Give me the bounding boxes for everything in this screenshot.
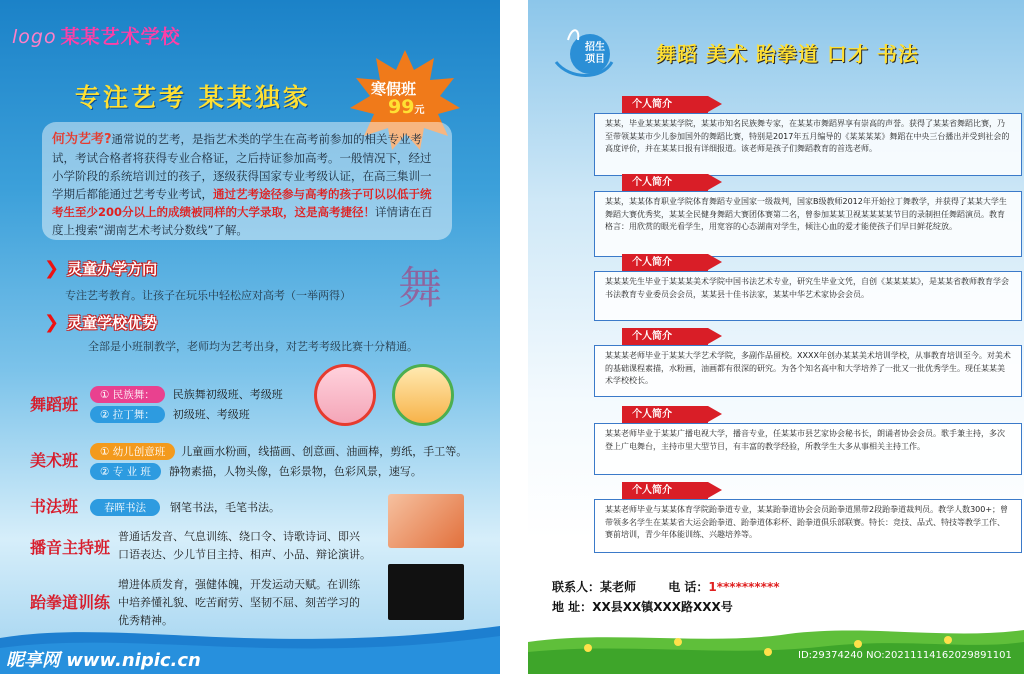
intro-panel — [42, 122, 452, 240]
desc-taekwondo-1: 增进体质发育，强健体魄，开发运动天赋。在训练 — [118, 578, 360, 591]
profile-head: 个人简介 — [622, 96, 708, 113]
desc-kids-creative: 儿童画水粉画，线描画、创意画、油画棒，剪纸，手工等。 — [181, 445, 468, 458]
class-art-title: 美术班 — [30, 451, 79, 470]
section-advantage-label: 灵童学校优势 — [67, 314, 158, 332]
class-calligraphy-row — [90, 496, 280, 516]
phone-label: 电 话： — [668, 580, 709, 594]
tag-spring-calligraphy: 春晖书法 — [90, 499, 160, 516]
chevron-right-icon: ❯ — [44, 312, 60, 333]
section-direction-title — [44, 258, 157, 279]
desc-taekwondo-2: 中培养懂礼貌、吃苦耐劳、坚韧不屈、刻苦学习的 — [118, 596, 360, 609]
desc-ethnic-dance: 民族舞初级班、考级班 — [172, 388, 283, 401]
intro-text-red: 通过艺考途径参与高考的孩子可以以低于统考生至少200分以上的成绩被同样的大学录取，这是高考捷径！ — [52, 187, 432, 219]
desc-taekwondo-3: 优秀精神。 — [118, 614, 173, 627]
tag-professional: ② 专 业 班 — [90, 463, 161, 480]
address-label: 地 址： — [552, 600, 593, 614]
section-direction-label: 灵童办学方向 — [67, 260, 158, 278]
class-dance-row-2 — [90, 403, 250, 423]
right-flyer-page — [528, 0, 1024, 674]
price-value — [388, 96, 424, 118]
main-slogan: 专注艺考 某某独家 — [75, 83, 311, 112]
desc-latin-dance: 初级班、考级班 — [172, 408, 250, 421]
profile-head: 个人简介 — [622, 328, 708, 345]
ballet-photo — [314, 364, 376, 426]
profile-text: 某某老师毕业于某某广播电视大学，播音专业，任某某市县艺家协会秘书长，朗诵者协会会员。歌手兼主持，多次登上广电舞台，主持市里大型节目，有丰富的教学经验，所教学生大多从事相关主持工作。 — [594, 423, 1022, 475]
winter-class-label: 寒假班 — [371, 80, 417, 98]
profile-text: 某某某老师毕业于某某大学艺术学院，多副作品留校。XXXX年创办某某美术培训学校，从事教育培训至今。对美术的基础课程素描，水粉画，油画都有很深的研究。为各个知名高中和大学培养了一批又一批优秀学生。现任某某美术学校校长。 — [594, 345, 1022, 397]
profile-head: 个人简介 — [622, 406, 708, 423]
class-taekwondo-title: 跆拳道训练 — [30, 593, 111, 612]
profile-block-1 — [594, 96, 1022, 176]
price-unit: 元 — [414, 105, 425, 116]
profile-text: 某某，某某体育职业学院体育舞蹈专业国家一级裁判，国家B级教师2012年开始拉丁舞教学，并获得了某某大学生舞蹈大赛优秀奖，某某全民健身舞蹈大赛团体赛第二名，曾参加某某卫视某某某某节目的录制担任舞蹈演员。教育格言：用欣赏的眼光看学生，用宽容的心态湖南对学生，倾注心血的爱才能使孩子们早日鲜花绽放。 — [594, 191, 1022, 257]
profile-text: 某某某先生毕业于某某某美术学院中国书法艺术专业，研究生毕业文凭，自创《某某某某》，是某某省教师教育学会书法教育专业委员会会员，某某县十佳书法家，某某中华艺术家协会会员。 — [594, 271, 1022, 321]
profile-block-3 — [594, 254, 1022, 321]
intro-text-2: 详情请在百度上搜索“湖南艺术考试分数线”了解。 — [52, 205, 433, 237]
enrollment-seal-text: 招生项目 — [585, 42, 605, 65]
profile-head: 个人简介 — [622, 174, 708, 191]
contact-line — [552, 578, 780, 595]
school-name: 某某艺术学校 — [60, 26, 181, 48]
phone-number: 1********** — [708, 580, 780, 594]
taekwondo-photo — [388, 564, 464, 620]
class-broadcast-title: 播音主持班 — [30, 538, 111, 557]
desc-calligraphy: 钢笔书法，毛笔书法。 — [170, 501, 280, 514]
chevron-right-icon: ❯ — [44, 258, 60, 279]
intro-text-1: 通常说的艺考，是指艺术类的学生在高考前参加的相关专业考试，考试合格者将获得专业合格证，之后持证参加高考。一般情况下，经过小学阶段的系统培训过的孩子，逐级获得国家专业考级认证，在高三集训一学期后都能通过艺考专业考试， — [52, 132, 432, 201]
desc-professional: 静物素描，人物头像，色彩景物，色彩风景，速写。 — [168, 465, 422, 478]
desc-broadcast-1: 普通话发音、气息训练、绕口令、诗歌诗词、即兴 — [118, 530, 360, 543]
address-value: XX县XX镇XXX路XXX号 — [592, 600, 733, 614]
contact-name: 某老师 — [600, 580, 637, 594]
section-advantage-text: 全部是小班制教学，老师均为艺考出身，对艺考考级比赛十分精通。 — [88, 340, 418, 353]
profile-block-5 — [594, 406, 1022, 475]
class-dance-row-1 — [90, 383, 283, 403]
profile-head: 个人简介 — [622, 482, 708, 499]
tag-kids-creative: ① 幼儿创意班 — [90, 443, 175, 460]
kids-photo — [388, 494, 464, 548]
section-advantage-title — [44, 312, 157, 333]
class-art-row-1 — [90, 440, 467, 460]
profile-block-6 — [594, 482, 1022, 553]
image-id-watermark: ID:29374240 NO:20211114162029891101 — [798, 650, 1012, 661]
class-dance-title: 舞蹈班 — [30, 395, 79, 414]
price-number: 99 — [388, 96, 415, 118]
school-logo — [12, 22, 181, 49]
tag-ethnic-dance: ① 民族舞： — [90, 386, 165, 403]
contact-label: 联系人： — [552, 580, 601, 594]
class-art-row-2 — [90, 460, 422, 480]
profile-head: 个人简介 — [622, 254, 708, 271]
profile-text: 某某老师毕业与某某体育学院跆拳道专业，某某跆拳道协会会员跆拳道黑带2段跆拳道裁判员。教学人数300+；曾带领多名学生在某某省大运会跆拳道、跆拳道体彩杯、跆拳道俱乐部联赛。特长：竞技、品式、特技等教学工作、赛前培训，青少年体能训练、兴趣培养等。 — [594, 499, 1022, 553]
logo-text: logo — [12, 26, 57, 48]
section-direction-text: 专注艺考教育。让孩子在玩乐中轻松应对高考（一举两得） — [65, 289, 351, 302]
art-photo — [392, 364, 454, 426]
intro-lead: 何为艺考? — [52, 132, 112, 147]
class-calligraphy-title: 书法班 — [30, 497, 79, 516]
left-flyer-page — [0, 0, 500, 674]
profile-block-4 — [594, 328, 1022, 397]
profile-block-2 — [594, 174, 1022, 257]
program-title: 舞蹈 美术 跆拳道 口才 书法 — [656, 42, 919, 66]
grass-decoration — [528, 612, 1024, 674]
profile-text: 某某，毕业某某某某学院，某某市知名民族舞专家，在某某市舞蹈界享有崇高的声誉。获得了某某省舞蹈比赛，乃至带领某某市少儿参加国外的舞蹈比赛，特别是2017年五月编导的《某某某某》舞蹈在中央三台播出并受到社会的高度评价，并在某某日报有详细报道。该老师是孩子们舞蹈教育的首选老师。 — [594, 113, 1022, 176]
desc-broadcast-2: 口语表达、少儿节目主持、相声、小品、辩论演讲。 — [118, 548, 371, 561]
nipic-watermark: 昵享网 www.nipic.cn — [6, 650, 201, 671]
tag-latin-dance: ② 拉丁舞： — [90, 406, 165, 423]
dance-calligraphy-mark: 舞 — [398, 263, 442, 314]
